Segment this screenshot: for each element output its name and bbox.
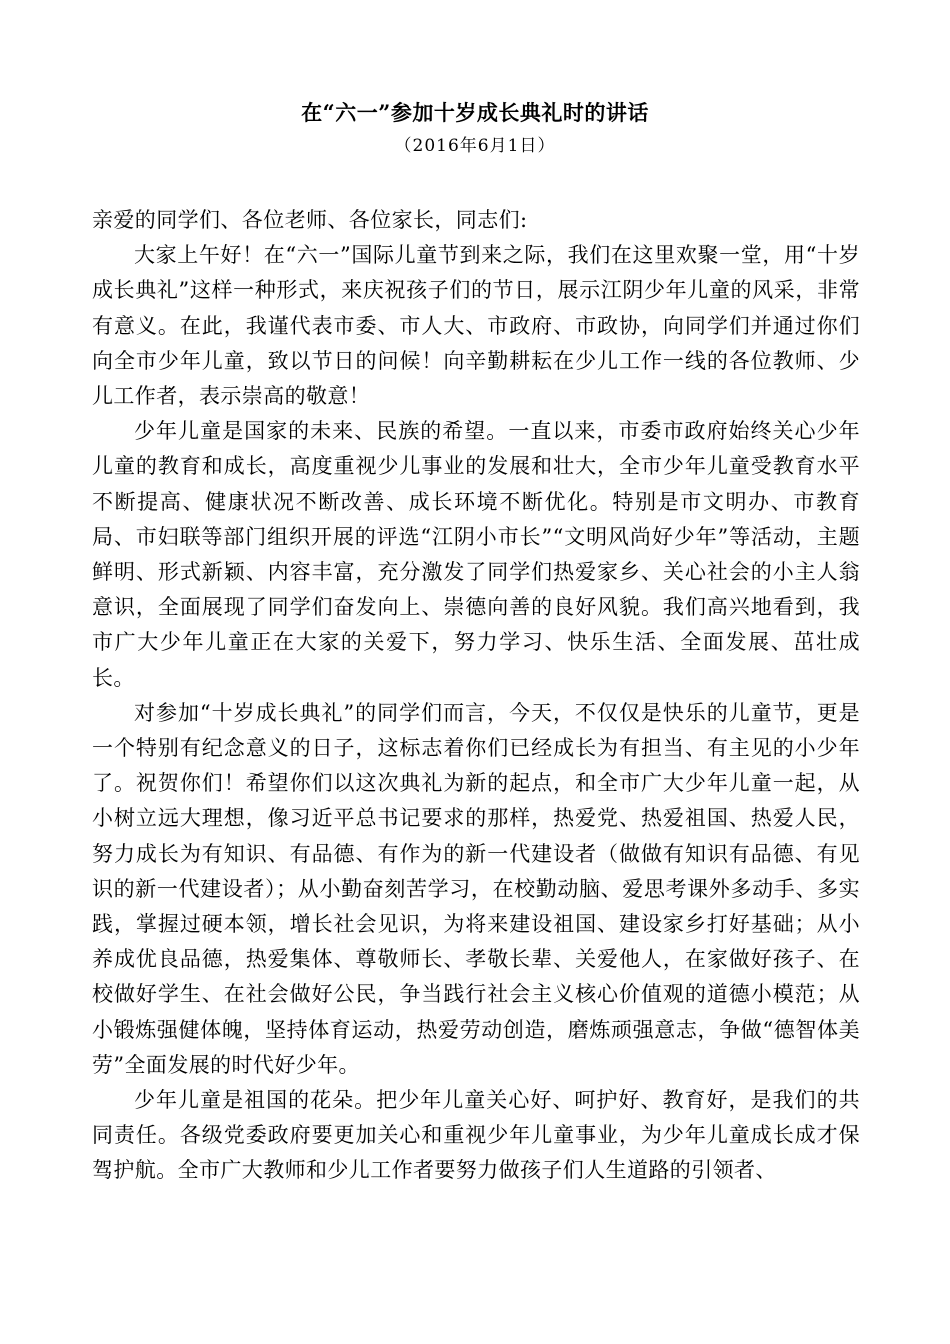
salutation: 亲爱的同学们、各位老师、各位家长，同志们: (92, 208, 528, 232)
document-body (92, 203, 860, 1189)
document-date: （2016年6月1日） (394, 136, 556, 156)
paragraph-4: 少年儿童是祖国的花朵。把少年儿童关心好、呵护好、教育好，是我们的共同责任。各级党委政府要更加关心和重视少年儿童事业，为少年儿童成长成才保驾护航。全市广大教师和少儿工作者要努力做孩子们人生道路的引领者、 (92, 1088, 860, 1183)
paragraph-1: 大家上午好！在“六一”国际儿童节到来之际，我们在这里欢聚一堂，用“十岁成长典礼”这样一种形式，来庆祝孩子们的节日，展示江阴少年儿童的风采，非常有意义。在此，我谨代表市委、市人大、市政府、市政协，向同学们并通过你们向全市少年儿童，致以节日的问候！向辛勤耕耘在少儿工作一线的各位教师、少儿工作者，表示崇高的敬意！ (92, 243, 860, 409)
paragraph-3: 对参加“十岁成长典礼”的同学们而言，今天，不仅仅是快乐的儿童节，更是一个特别有纪念意义的日子，这标志着你们已经成长为有担当、有主见的小少年了。祝贺你们！希望你们以这次典礼为新的起点，和全市广大少年儿童一起，从小树立远大理想，像习近平总书记要求的那样，热爱党、热爱祖国、热爱人民，努力成长为有知识、有品德、有作为的新一代建设者（做做有知识有品德、有见识的新一代建设者）；从小勤奋刻苦学习，在校勤动脑、爱思考课外多动手、多实践，掌握过硬本领，增长社会见识，为将来建设祖国、建设家乡打好基础；从小养成优良品德，热爱集体、尊敬师长、孝敬长辈、关爱他人，在家做好孩子、在校做好学生、在社会做好公民，争当践行社会主义核心价值观的道德小模范；从小锻炼强健体魄，坚持体育运动，热爱劳动创造，磨炼顽强意志，争做“德智体美劳”全面发展的时代好少年。 (92, 700, 860, 1077)
document-title: 在“六一”参加十岁成长典礼时的讲话 (301, 100, 649, 125)
paragraph-2: 少年儿童是国家的未来、民族的希望。一直以来，市委市政府始终关心少年儿童的教育和成长，高度重视少儿事业的发展和壮大，全市少年儿童受教育水平不断提高、健康状况不断改善、成长环境不断优化。特别是市文明办、市教育局、市妇联等部门组织开展的评选“江阴小市长”“文明风尚好少年”等活动，主题鲜明、形式新颖、内容丰富，充分激发了同学们热爱家乡、关心社会的小主人翁意识，全面展现了同学们奋发向上、崇德向善的良好风貌。我们高兴地看到，我市广大少年儿童正在大家的关爱下，努力学习、快乐生活、全面发展、茁壮成长。 (92, 419, 860, 690)
